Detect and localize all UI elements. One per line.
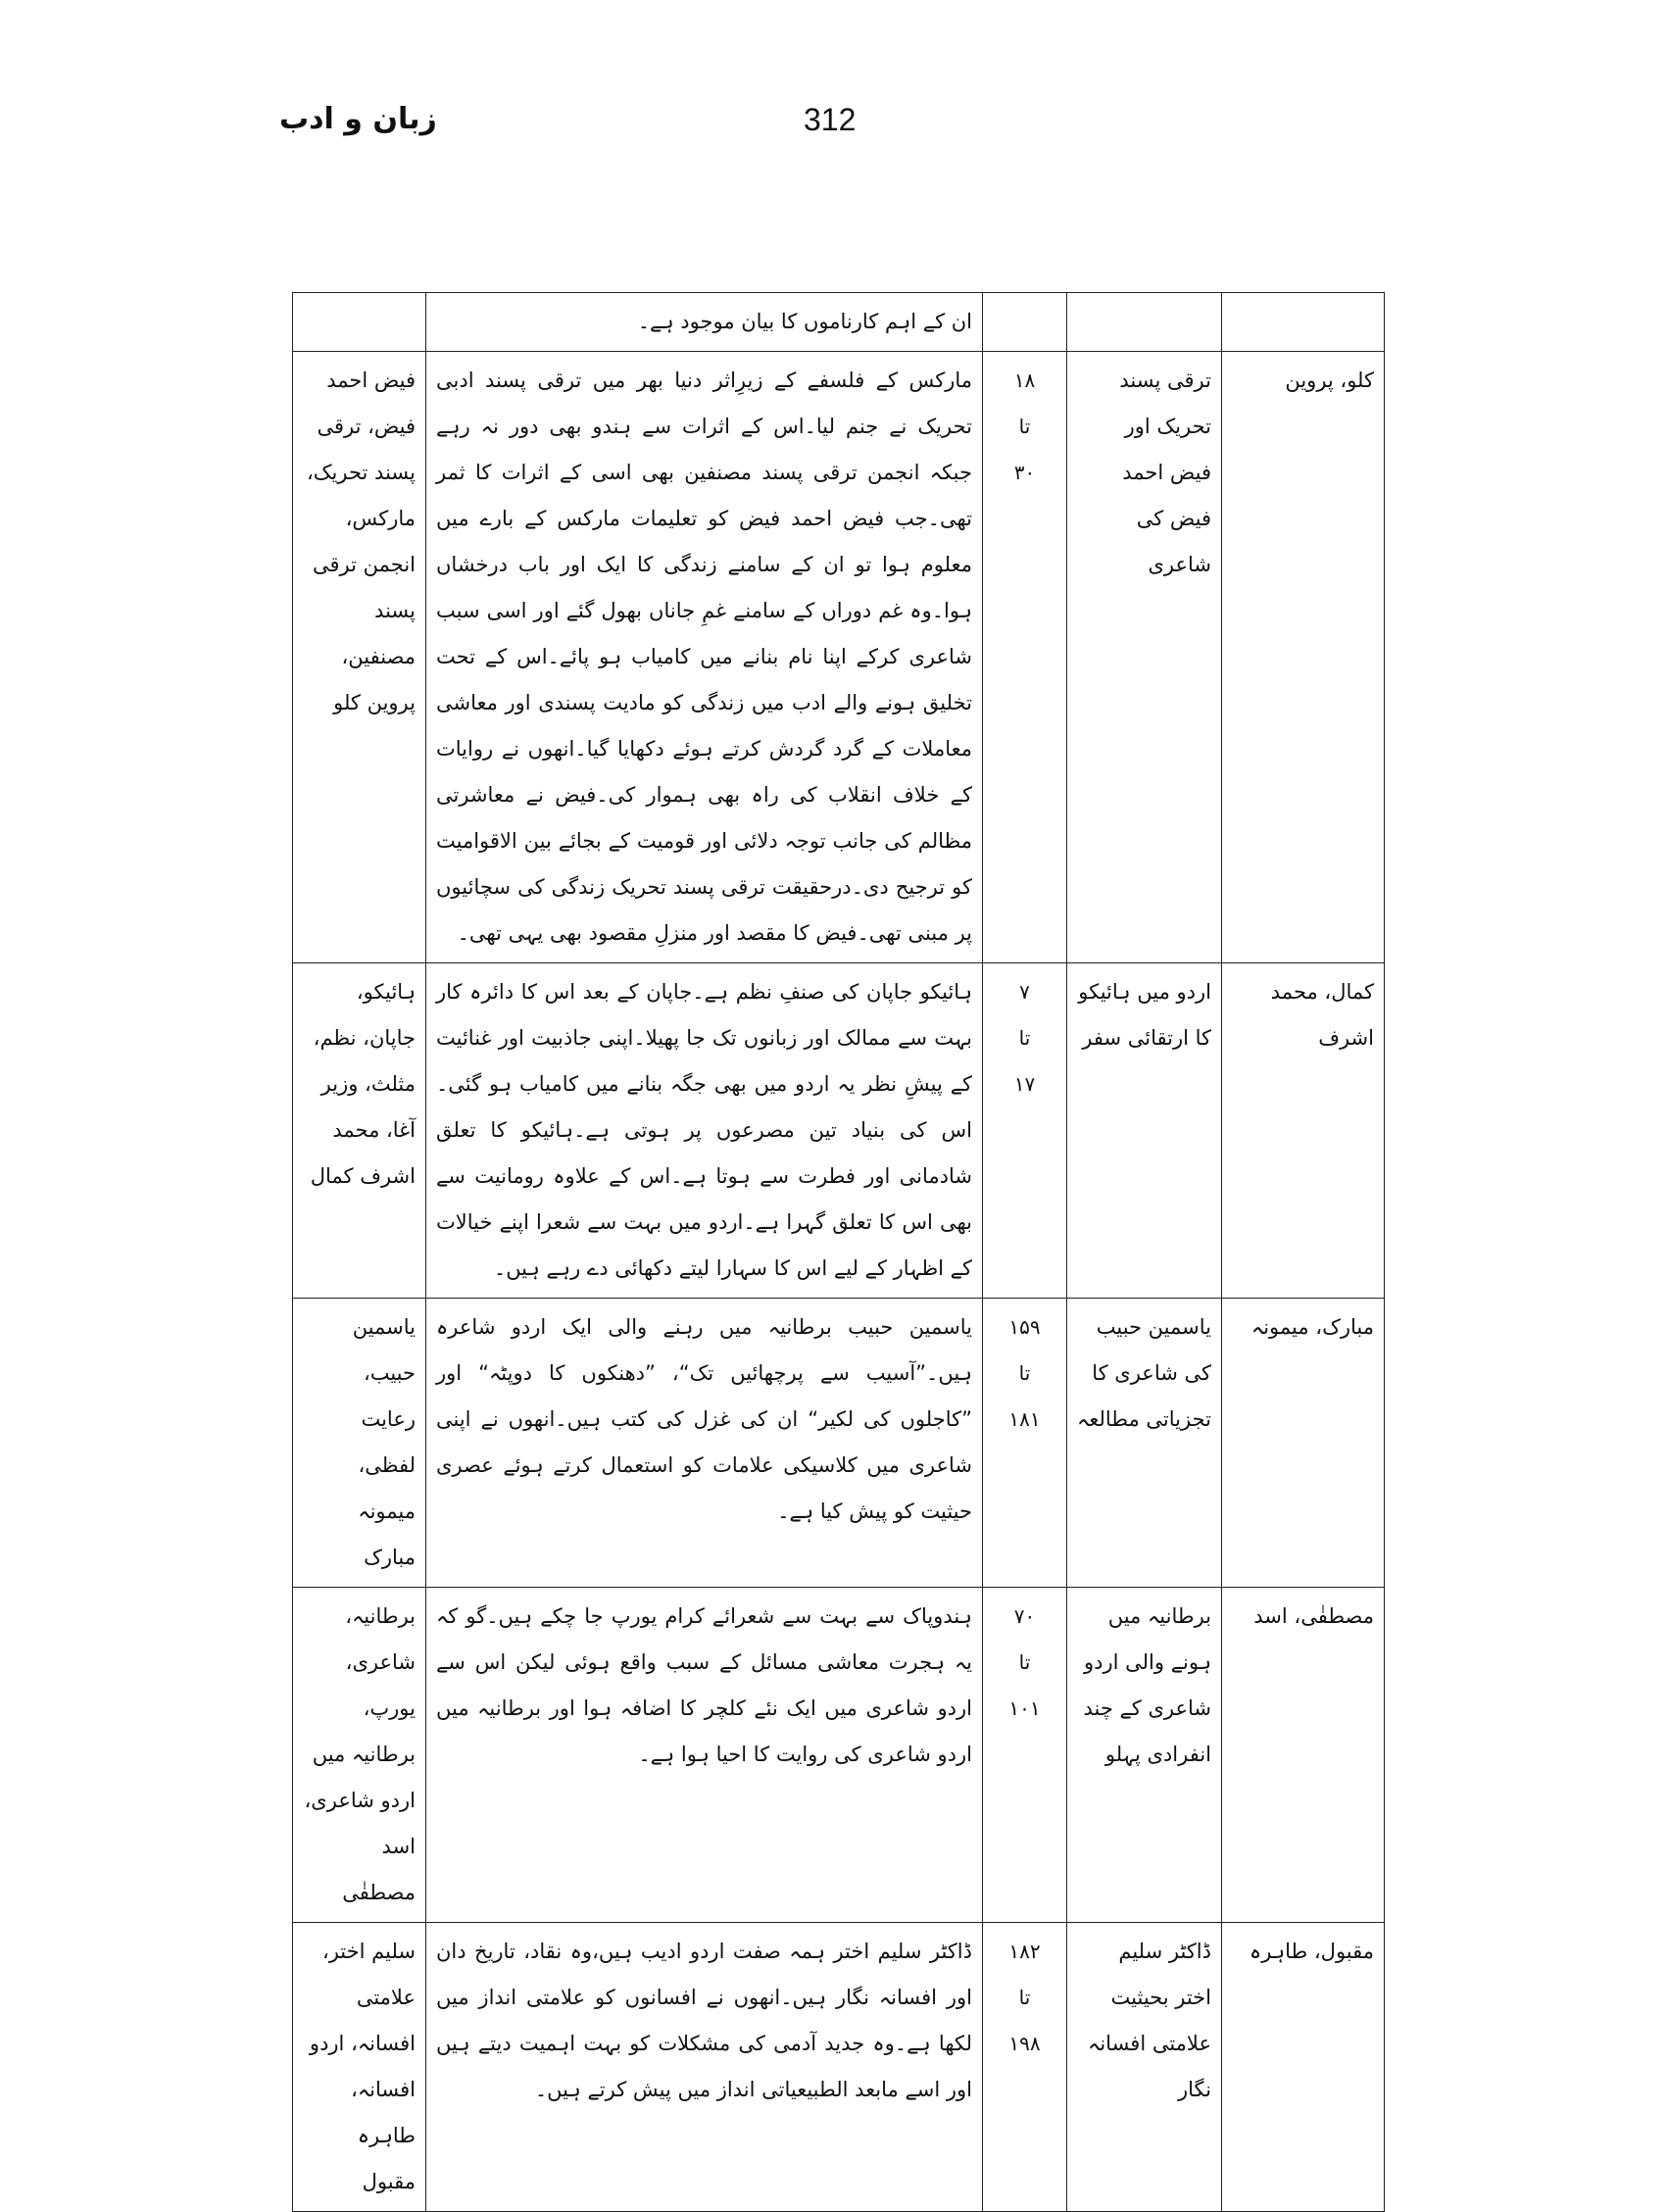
page-start: ۱۸ <box>1013 369 1036 392</box>
title-cell: برطانیہ میں ہونے والی اردو شاعری کے چند انفرادی پہلو <box>1067 1588 1222 1923</box>
abstract-cell: ہائیکو جاپان کی صنفِ نظم ہے۔جاپان کے بعد اس کا دائرہ کار بہت سے ممالک اور زبانوں تک جا پھیلا۔اپنی جاذبیت اور غنائیت کے پیشِ نظر یہ اردو میں بھی جگہ بنانے میں کامیاب ہو گئی۔اس کی بنیاد تین مصرعوں پر ہوتی ہے۔ہائیکو کا تعلق شادمانی اور فطرت سے ہوتا ہے۔اس کے علاوہ رومانیت سے بھی اس کا تعلق گہرا ہے۔اردو میں بہت سے شعرا اپنے خیالات کے اظہار کے لیے اس کا سہارا لیتے دکھائی دے رہے ہیں۔ <box>426 963 983 1299</box>
keywords-cell: فیض احمد فیض، ترقی پسند تحریک، مارکس، انجمن ترقی پسند مصنفین، پروین کلو <box>293 352 426 963</box>
table-row <box>293 1299 1385 1588</box>
page-range-separator: تا <box>1018 1361 1031 1385</box>
abstract-cell: ڈاکٹر سلیم اختر ہمہ صفت اردو ادیب ہیں،وہ نقاد، تاریخ دان اور افسانہ نگار ہیں۔انھوں نے افسانوں کو علامتی انداز میں لکھا ہے۔وہ جدید آدمی کی مشکلات کو بہت اہمیت دیتے ہیں اور اسے مابعد الطبیعیاتی انداز میں پیش کرتے ہیں۔ <box>426 1923 983 2212</box>
author-cell: مصطفٰی، اسد <box>1222 1588 1385 1923</box>
pages-cell <box>983 1588 1067 1923</box>
page-start: ۱۸۲ <box>1008 1940 1041 1963</box>
page-end: ۱۸۱ <box>1008 1407 1041 1431</box>
author-cell: مقبول، طاہرہ <box>1222 1923 1385 2212</box>
page-range-separator: تا <box>1018 415 1031 438</box>
table-row <box>293 352 1385 963</box>
title-cell: یاسمین حبیب کی شاعری کا تجزیاتی مطالعہ <box>1067 1299 1222 1588</box>
page-end: ۱۹۸ <box>1008 2032 1041 2055</box>
table-row <box>293 963 1385 1299</box>
keywords-cell: سلیم اختر، علامتی افسانہ، اردو افسانہ، طاہرہ مقبول <box>293 1923 426 2212</box>
author-cell: مبارک، میمونہ <box>1222 1299 1385 1588</box>
table-row <box>293 1923 1385 2212</box>
pages-cell <box>983 1923 1067 2212</box>
author-cell: کلو، پروین <box>1222 352 1385 963</box>
keywords-cell: یاسمین حبیب، رعایت لفظی، میمونہ مبارک <box>293 1299 426 1588</box>
page-end: ۱۷ <box>1013 1072 1036 1096</box>
page-range-separator: تا <box>1018 1986 1031 2009</box>
page-end: ۳۰ <box>1013 461 1036 484</box>
article-index-table <box>292 292 1385 2212</box>
keywords-cell <box>293 293 426 352</box>
page-start: ۷ <box>1019 980 1030 1004</box>
page-start: ۱۵۹ <box>1008 1315 1041 1339</box>
table-row <box>293 1588 1385 1923</box>
abstract-cell: یاسمین حبیب برطانیہ میں رہنے والی ایک اردو شاعرہ ہیں۔”آسیب سے پرچھائیں تک“، ”دھنکوں کا دوپٹہ“ اور ”کاجلوں کی لکیر“ ان کی غزل کی کتب ہیں۔انھوں نے اپنی شاعری میں کلاسیکی علامات کو استعمال کرتے ہوئے عصری حیثیت کو پیش کیا ہے۔ <box>426 1299 983 1588</box>
abstract-cell: ہندوپاک سے بہت سے شعرائے کرام یورپ جا چکے ہیں۔گو کہ یہ ہجرت معاشی مسائل کے سبب واقع ہوئی لیکن اس سے اردو شاعری میں ایک نئے کلچر کا اضافہ ہوا اور برطانیہ میں اردو شاعری کی روایت کا احیا ہوا ہے۔ <box>426 1588 983 1923</box>
page-end: ۱۰۱ <box>1008 1696 1041 1720</box>
page-start: ۷۰ <box>1013 1604 1036 1628</box>
journal-title: زبان و ادب <box>279 102 437 136</box>
page-number: 312 <box>804 102 857 137</box>
abstract-cell: ان کے اہم کارناموں کا بیان موجود ہے۔ <box>426 293 983 352</box>
table-row <box>293 293 1385 352</box>
title-cell: اردو میں ہائیکو کا ارتقائی سفر <box>1067 963 1222 1299</box>
keywords-cell: ہائیکو، جاپان، نظم، مثلث، وزیر آغا، محمد اشرف کمال <box>293 963 426 1299</box>
title-cell <box>1067 293 1222 352</box>
pages-cell <box>983 963 1067 1299</box>
abstract-cell: مارکس کے فلسفے کے زیرِاثر دنیا بھر میں ترقی پسند ادبی تحریک نے جنم لیا۔اس کے اثرات سے ہندو بھی دور نہ رہے جبکہ انجمن ترقی پسند مصنفین بھی اسی کے اثرات کا ثمر تھی۔جب فیض احمد فیض کو تعلیمات مارکس کے بارے میں معلوم ہوا تو ان کے سامنے زندگی کا ایک اور باب درخشاں ہوا۔وہ غم دوراں کے سامنے غمِ جاناں بھول گئے اور اسی سبب شاعری کرکے اپنا نام بنانے میں کامیاب ہو پائے۔اس کے تحت تخلیق ہونے والے ادب میں زندگی کو مادیت پسندی اور معاشی معاملات کے گرد گردش کرتے ہوئے دکھایا گیا۔انھوں نے روایات کے خلاف انقلاب کی راہ بھی ہموار کی۔فیض نے معاشرتی مظالم کی جانب توجہ دلائی اور قومیت کے بجائے بین الاقوامیت کو ترجیح دی۔درحقیقت ترقی پسند تحریک زندگی کی سچائیوں پر مبنی تھی۔فیض کا مقصد اور منزلِ مقصود بھی یہی تھی۔ <box>426 352 983 963</box>
keywords-cell: برطانیہ، شاعری، یورپ، برطانیہ میں اردو شاعری، اسد مصطفٰی <box>293 1588 426 1923</box>
title-cell: ترقی پسند تحریک اور فیض احمد فیض کی شاعری <box>1067 352 1222 963</box>
page-range-separator: تا <box>1018 1026 1031 1050</box>
page-range-separator: تا <box>1018 1650 1031 1674</box>
author-cell <box>1222 293 1385 352</box>
author-cell: کمال، محمد اشرف <box>1222 963 1385 1299</box>
title-cell: ڈاکٹر سلیم اختر بحیثیت علامتی افسانہ نگار <box>1067 1923 1222 2212</box>
pages-cell <box>983 1299 1067 1588</box>
pages-cell <box>983 293 1067 352</box>
pages-cell <box>983 352 1067 963</box>
